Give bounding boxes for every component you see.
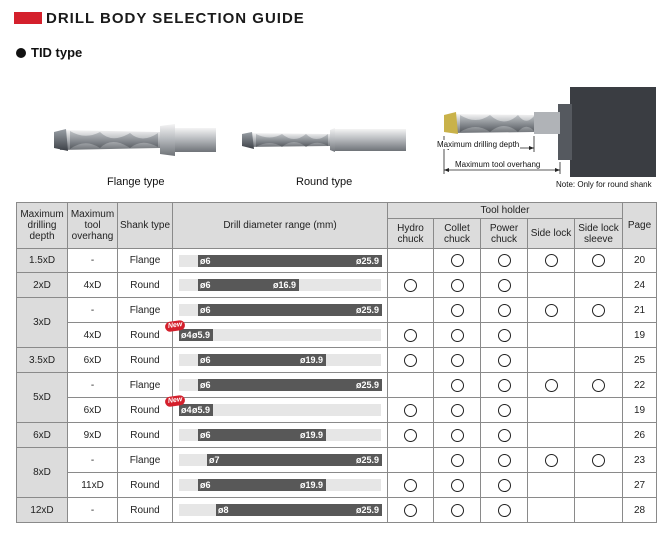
cell-page: 25 — [623, 348, 657, 373]
range-max-label: ø16.9 — [272, 280, 296, 290]
cell-page: 23 — [623, 448, 657, 473]
cell-side-lock-sleeve — [575, 498, 623, 523]
cell-power — [481, 373, 528, 398]
compatible-circle-icon — [451, 504, 464, 517]
compatible-circle-icon — [404, 404, 417, 417]
col-shank-type: Shank type — [118, 203, 173, 249]
col-tool-holder-group: Tool holder — [388, 203, 623, 219]
compatible-circle-icon — [404, 429, 417, 442]
range-min-label: ø6 — [200, 355, 211, 365]
range-min-label: ø4 — [181, 330, 192, 340]
cell-shank-type: Flange — [118, 298, 173, 323]
table-row — [17, 323, 657, 348]
cell-collet — [434, 249, 481, 273]
cell-diameter-range — [167, 321, 388, 348]
col-max-drilling-depth: Maximum drilling depth — [17, 203, 68, 249]
cell-side-lock-sleeve — [575, 448, 623, 473]
page-title: DRILL BODY SELECTION GUIDE — [46, 9, 305, 27]
section-title: TID type — [31, 45, 83, 60]
cell-shank-type: Flange — [118, 448, 173, 473]
compatible-circle-icon — [592, 254, 605, 267]
range-max-label: ø25.9 — [355, 455, 379, 465]
range-max-label: ø25.9 — [355, 380, 379, 390]
range-min-label: ø6 — [200, 480, 211, 490]
col-side-lock: Side lock — [528, 219, 575, 249]
range-min-label: ø6 — [200, 430, 211, 440]
compatible-circle-icon — [451, 279, 464, 292]
cell-collet — [434, 298, 481, 323]
diameter-range-track — [179, 429, 381, 441]
cell-side-lock — [528, 398, 575, 423]
cell-diameter-range — [173, 298, 388, 323]
cell-tool-overhang: - — [68, 249, 118, 273]
cell-page: 27 — [623, 473, 657, 498]
cell-collet — [434, 448, 481, 473]
cell-drilling-depth: 2xD — [17, 273, 68, 298]
cell-power — [481, 448, 528, 473]
compatible-circle-icon — [451, 304, 464, 317]
cell-diameter-range — [167, 396, 388, 423]
compatible-circle-icon — [498, 479, 511, 492]
cell-side-lock-sleeve — [575, 323, 623, 348]
diameter-range-track — [179, 454, 381, 466]
range-max-label: ø19.9 — [299, 355, 323, 365]
max-drilling-depth-label: Maximum drilling depth — [437, 140, 520, 149]
cell-hydro — [388, 498, 434, 523]
drill-selection-table — [16, 202, 657, 523]
diameter-range-bar — [198, 304, 382, 316]
cell-page: 24 — [623, 273, 657, 298]
table-row — [17, 373, 657, 398]
cell-side-lock — [528, 498, 575, 523]
cell-tool-overhang: 6xD — [68, 348, 118, 373]
cell-shank-type: Round — [118, 348, 173, 373]
flange-drill-illustration — [50, 118, 220, 160]
col-hydro-chuck: Hydro chuck — [388, 219, 434, 249]
cell-side-lock-sleeve — [575, 348, 623, 373]
cell-drilling-depth: 6xD — [17, 423, 68, 448]
cell-side-lock-sleeve — [575, 423, 623, 448]
cell-drilling-depth: 1.5xD — [17, 249, 68, 273]
cell-collet — [434, 498, 481, 523]
cell-power — [481, 249, 528, 273]
compatible-circle-icon — [451, 354, 464, 367]
compatible-circle-icon — [545, 379, 558, 392]
range-max-label: ø25.9 — [355, 255, 379, 266]
cell-side-lock — [528, 373, 575, 398]
cell-diameter-range — [173, 498, 388, 523]
col-drill-diameter-range: Drill diameter range (mm) — [173, 203, 388, 249]
compatible-circle-icon — [545, 304, 558, 317]
cell-tool-overhang: 6xD — [68, 398, 118, 423]
table-row — [17, 298, 657, 323]
cell-side-lock — [528, 298, 575, 323]
compatible-circle-icon — [451, 254, 464, 267]
compatible-circle-icon — [404, 354, 417, 367]
cell-diameter-range — [173, 348, 388, 373]
cell-shank-type: Round — [118, 473, 173, 498]
cell-hydro — [388, 398, 434, 423]
diameter-range-bar — [198, 255, 382, 267]
cell-shank-type: Flange — [118, 373, 173, 398]
cell-tool-overhang: 4xD — [68, 273, 118, 298]
cell-side-lock — [528, 348, 575, 373]
cell-shank-type: Flange — [118, 249, 173, 273]
cell-shank-type: Round — [118, 423, 173, 448]
cell-tool-overhang: - — [68, 373, 118, 398]
max-tool-overhang-label: Maximum tool overhang — [455, 160, 541, 169]
diameter-range-track — [179, 354, 381, 366]
cell-tool-overhang: - — [68, 498, 118, 523]
cell-drilling-depth: 12xD — [17, 498, 68, 523]
cell-page: 19 — [623, 323, 657, 348]
table-row — [17, 448, 657, 473]
cell-side-lock — [528, 473, 575, 498]
compatible-circle-icon — [592, 304, 605, 317]
table-body — [17, 249, 657, 523]
table-row — [17, 249, 657, 273]
cell-diameter-range — [173, 423, 388, 448]
compatible-circle-icon — [498, 354, 511, 367]
compatible-circle-icon — [451, 454, 464, 467]
cell-power — [481, 473, 528, 498]
table-row — [17, 348, 657, 373]
compatible-circle-icon — [451, 479, 464, 492]
cell-tool-overhang: - — [68, 448, 118, 473]
cell-collet — [434, 423, 481, 448]
header-accent-bar — [14, 12, 42, 24]
cell-diameter-range — [173, 273, 388, 298]
cell-side-lock-sleeve — [575, 398, 623, 423]
cell-collet — [434, 473, 481, 498]
compatible-circle-icon — [404, 329, 417, 342]
compatible-circle-icon — [498, 254, 511, 267]
cell-page: 20 — [623, 249, 657, 273]
bullet-icon — [16, 48, 26, 58]
range-min-label: ø6 — [200, 255, 211, 266]
diameter-range-track — [179, 379, 381, 391]
cell-power — [481, 298, 528, 323]
compatible-circle-icon — [451, 404, 464, 417]
new-badge: New — [164, 395, 186, 408]
compatible-circle-icon — [451, 429, 464, 442]
range-min-label: ø7 — [209, 455, 220, 465]
compatible-circle-icon — [498, 504, 511, 517]
round-shank-note: Note: Only for round shank — [556, 180, 652, 189]
cell-side-lock-sleeve — [575, 473, 623, 498]
compatible-circle-icon — [545, 254, 558, 267]
cell-hydro — [388, 323, 434, 348]
cell-side-lock — [528, 448, 575, 473]
cell-tool-overhang: 9xD — [68, 423, 118, 448]
compatible-circle-icon — [451, 379, 464, 392]
compatible-circle-icon — [404, 504, 417, 517]
range-min-label: ø4 — [181, 405, 192, 415]
range-max-label: ø19.9 — [299, 480, 323, 490]
cell-drilling-depth: 3xD — [17, 298, 68, 348]
compatible-circle-icon — [404, 479, 417, 492]
cell-side-lock — [528, 273, 575, 298]
diameter-range-bar — [198, 379, 382, 391]
cell-side-lock-sleeve — [575, 249, 623, 273]
cell-page: 26 — [623, 423, 657, 448]
range-max-label: ø25.9 — [355, 505, 379, 515]
cell-page: 22 — [623, 373, 657, 398]
cell-shank-type: Round — [118, 398, 173, 423]
cell-power — [481, 398, 528, 423]
cell-side-lock — [528, 423, 575, 448]
cell-page: 28 — [623, 498, 657, 523]
cell-side-lock — [528, 249, 575, 273]
cell-side-lock-sleeve — [575, 273, 623, 298]
compatible-circle-icon — [592, 454, 605, 467]
cell-side-lock-sleeve — [575, 298, 623, 323]
cell-hydro — [388, 423, 434, 448]
cell-hydro — [388, 273, 434, 298]
cell-diameter-range — [173, 473, 388, 498]
cell-drilling-depth: 3.5xD — [17, 348, 68, 373]
cell-hydro — [388, 373, 434, 398]
range-max-label: ø5.9 — [191, 330, 210, 340]
page-header — [14, 8, 305, 28]
cell-power — [481, 498, 528, 523]
compatible-circle-icon — [592, 379, 605, 392]
cell-drilling-depth: 8xD — [17, 448, 68, 498]
cell-shank-type: Round — [118, 273, 173, 298]
compatible-circle-icon — [498, 429, 511, 442]
cell-hydro — [388, 298, 434, 323]
cell-power — [481, 423, 528, 448]
compatible-circle-icon — [498, 304, 511, 317]
cell-page: 21 — [623, 298, 657, 323]
compatible-circle-icon — [498, 379, 511, 392]
table-row — [17, 273, 657, 298]
compatible-circle-icon — [545, 454, 558, 467]
cell-hydro — [388, 249, 434, 273]
compatible-circle-icon — [498, 329, 511, 342]
cell-power — [481, 348, 528, 373]
compatible-circle-icon — [404, 279, 417, 292]
round-drill-illustration — [240, 122, 410, 158]
cell-shank-type: Round — [118, 323, 173, 348]
table-row — [17, 423, 657, 448]
compatible-circle-icon — [498, 454, 511, 467]
cell-diameter-range — [173, 448, 388, 473]
compatible-circle-icon — [498, 404, 511, 417]
cell-collet — [434, 373, 481, 398]
range-max-label: ø25.9 — [355, 305, 379, 315]
round-type-caption: Round type — [296, 176, 353, 188]
cell-tool-overhang: - — [68, 298, 118, 323]
table-row — [17, 398, 657, 423]
section-heading — [16, 45, 82, 60]
diameter-range-track — [179, 479, 381, 491]
new-badge: New — [164, 320, 186, 333]
cell-diameter-range — [173, 249, 388, 273]
cell-power — [481, 323, 528, 348]
cell-tool-overhang: 11xD — [68, 473, 118, 498]
cell-shank-type: Round — [118, 498, 173, 523]
range-min-label: ø6 — [200, 380, 211, 390]
range-max-label: ø19.9 — [299, 430, 323, 440]
cell-hydro — [388, 348, 434, 373]
col-max-tool-overhang: Maximum tool overhang — [68, 203, 118, 249]
range-min-label: ø6 — [200, 280, 211, 290]
cell-diameter-range — [173, 373, 388, 398]
col-page: Page — [623, 203, 657, 249]
range-min-label: ø8 — [218, 505, 229, 515]
range-max-label: ø5.9 — [191, 405, 210, 415]
cell-drilling-depth: 5xD — [17, 373, 68, 423]
cell-side-lock — [528, 323, 575, 348]
cell-hydro — [388, 448, 434, 473]
diameter-range-track — [167, 396, 381, 416]
col-power-chuck: Power chuck — [481, 219, 528, 249]
flange-type-caption: Flange type — [107, 176, 165, 188]
cell-collet — [434, 348, 481, 373]
cell-page: 19 — [623, 398, 657, 423]
diameter-range-track — [179, 255, 381, 267]
col-side-lock-sleeve: Side lock sleeve — [575, 219, 623, 249]
cell-collet — [434, 273, 481, 298]
diameter-range-track — [179, 504, 381, 516]
compatible-circle-icon — [451, 329, 464, 342]
diameter-range-track — [179, 304, 381, 316]
cell-power — [481, 273, 528, 298]
compatible-circle-icon — [498, 279, 511, 292]
cell-hydro — [388, 473, 434, 498]
cell-side-lock-sleeve — [575, 373, 623, 398]
table-row — [17, 473, 657, 498]
cell-tool-overhang: 4xD — [68, 323, 118, 348]
col-collet-chuck: Collet chuck — [434, 219, 481, 249]
diameter-range-track — [167, 321, 381, 341]
range-min-label: ø6 — [200, 305, 211, 315]
cell-collet — [434, 323, 481, 348]
cell-collet — [434, 398, 481, 423]
table-row — [17, 498, 657, 523]
diameter-range-track — [179, 279, 381, 291]
